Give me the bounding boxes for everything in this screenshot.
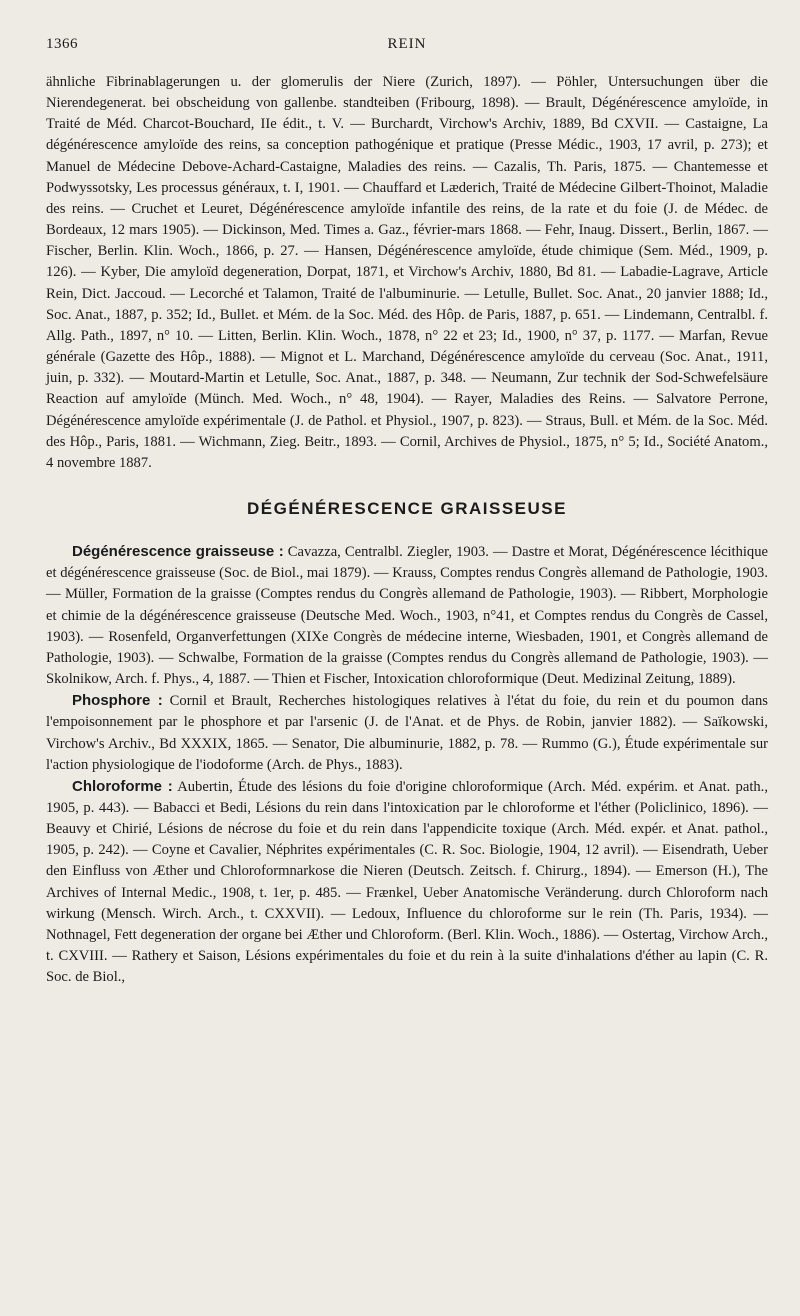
entry-text: Aubertin, Étude des lésions du foie d'origine chloroformique (Arch. Méd. expérim. et Anat. path., 1905, p. 443). — Babacci et Bedi, Lésions du rein dans l'intoxication par le chloroforme et l'éther (Policlinico, 1896). — Beauvy et Chirié, Lésions de nécrose du foie et du rein dans l'appendicite toxique (Arch. Méd. expér. et Anat. pathol., 1905, p. 242). — Coyne et Cavalier, Néphrites expérimentales (C. R. Soc. Biologie, 1904, 12 avril). — Eisendrath, Ueber den Einfluss von Æther und Chloroformnarkose die Nieren (Deutsch. Zeitsch. f. Chirurg., 1894). — Emerson (H.), The Archives of Internal Medic., 1908, t. 1er, p. 485. — Frænkel, Ueber Anatomische Veränderung. durch Chloroform nach wirkung (Mensch. Wirch. Arch., t. CXXVII). — Ledoux, Influence du chloroforme sur le rein (Th. Paris, 1934). — Nothnagel, Fett degeneration der organe bei Æther und Chloroform. (Berl. Klin. Woch., 1886). — Ostertag, Virchow Arch., t. CXVIII. — Rathery et Saison, Lésions expérimentales du foie et du rein à la suite d'inhalations d'éther au lapin (C. R. Soc. de Biol., (46, 778, 768, 986)
entry-lead: Dégénérescence graisseuse : (72, 543, 284, 561)
entry-degenerescence-graisseuse (46, 541, 768, 690)
page-number: 1366 (46, 36, 78, 52)
intro-bibliography-paragraph: ähnliche Fibrinablagerungen u. der glomerulis der Niere (Zurich, 1897). — Pöhler, Untersuchungen über die Nierendegenerat. bei obscheidung von gallenbe. standteiben (Fribourg, 1898). — Brault, Dégénérescence amyloïde, in Traité de Méd. Charcot-Bouchard, IIe édit., t. V. — Burchardt, Virchow's Archiv, 1889, Bd CXVII. — Castaigne, La dégénérescence amyloïde des reins, sa conception pathogénique et pratique (Presse Médic., 1903, 17 avril, p. 273); et Manuel de Médecine Debove-Achard-Castaigne, Maladies des reins. — Cazalis, Th. Paris, 1875. — Chantemesse et Podwyssotsky, Les processus généraux, t. I, 1901. — Chauffard et Læderich, Traité de Médecine Gilbert-Thoinot, Maladie des reins. — Cruchet et Leuret, Dégénérescence amyloïde infantile des reins, de la rate et du foie (J. de Médec. de Bordeaux, 12 mars 1905). — Dickinson, Med. Times a. Gaz., février-mars 1868. — Fehr, Inaug. Dissert., Berlin, 1867. — Fischer, Berlin. Klin. Woch., 1866, p. 27. — Hansen, Dégénérescence amyloïde, étude chimique (Sem. Méd., 1909, p. 126). — Kyber, Die amyloïd degeneration, Dorpat, 1871, et Virchow's Archiv, 1880, Bd 81. — Labadie-Lagrave, Article Rein, Dict. Jaccoud. — Lecorché et Talamon, Traité de l'albuminurie. — Letulle, Bullet. Soc. Anat., 20 janvier 1888; Id., Soc. Anat., 1887, p. 352; Id., Bullet. et Mém. de la Soc. Méd. des Hôp. de Paris, 1887, p. 651. — Lindemann, Centralbl. f. Allg. Path., 1897, n° 10. — Litten, Berlin. Klin. Woch., 1878, n° 22 et 23; Id., 1900, n° 37, p. 1177. — Marfan, Revue générale (Gazette des Hôp., 1888). — Mignot et L. Marchand, Dégénérescence amyloïde du cerveau (Soc. Anat., 1911, juin, p. 332). — Moutard-Martin et Letulle, Soc. Anat., 1887, p. 348. — Neumann, Zur technik der Sod-Schwefelsäure Reaction auf amyloïde (Münch. Med. Woch., n° 48, 1904). — Rayer, Maladies des Reins. — Salvatore Perrone, Dégénérescence amyloïde expérimentale (J. de Pathol. et Physiol., 1907, p. 823). — Straus, Bull. et Mém. de la Soc. Méd. des Hôp., Paris, 1881. — Wichmann, Zieg. Beitr., 1893. — Cornil, Archives de Physiol., 1875, n° 5; Id., Société Anatom., 4 novembre 1887. (46, 74, 768, 471)
entry-lead: Chloroforme : (72, 777, 173, 795)
entry-text: Cornil et Brault, Recherches histologiques relatives à l'état du foie, du rein et du poumon dans l'empoisonnement par le phosphore et par l'arsenic (J. de l'Anat. et de Phys. de Robin, janvier 1882). — Saïkowski, Virchow's Archiv., Bd XXXIX, 1865. — Senator, Die albuminurie, 1882, p. 78. — Rummo (G.), Étude expérimentale sur l'action physiologique de l'iodoforme (Arch. de Phys., 1883). (46, 693, 768, 773)
body-text (46, 72, 768, 988)
entry-text: Cavazza, Centralbl. Ziegler, 1903. — Dastre et Morat, Dégénérescence lécithique et dégénérescence graisseuse (Soc. de Biol., mai 1879). — Krauss, Comptes rendus Congrès allemand de Pathologie, 1903. — Müller, Formation de la graisse (Comptes rendus du Congrès allemand de Pathologie, 1903). — Ribbert, Morphologie et chimie de la dégénérescence graisseuse (Deutsche Med. Woch., 1903, n°41, et Comptes rendus du Congrès de Cassel, 1903). — Rosenfeld, Organverfettungen (XIXe Congrès de médecine interne, Wiesbaden, 1901, et Congrès allemand de Pathologie, 1903). — Schwalbe, Formation de la graisse (Comptes rendus du Congrès allemand de Pathologie, 1903). — Skolnikow, Arch. f. Phys., 4, 1887. — Thien et Fischer, Intoxication chloroformique (Deut. Medizinal Zeitung, 1889). (46, 544, 768, 688)
entry-lead: Phosphore : (72, 692, 163, 710)
entry-chloroforme (46, 776, 768, 989)
section-title: DÉGÉNÉRESCENCE GRAISSEUSE (247, 498, 567, 518)
entry-phosphore (46, 690, 768, 776)
running-head (46, 36, 768, 72)
running-title: REIN (387, 36, 427, 52)
